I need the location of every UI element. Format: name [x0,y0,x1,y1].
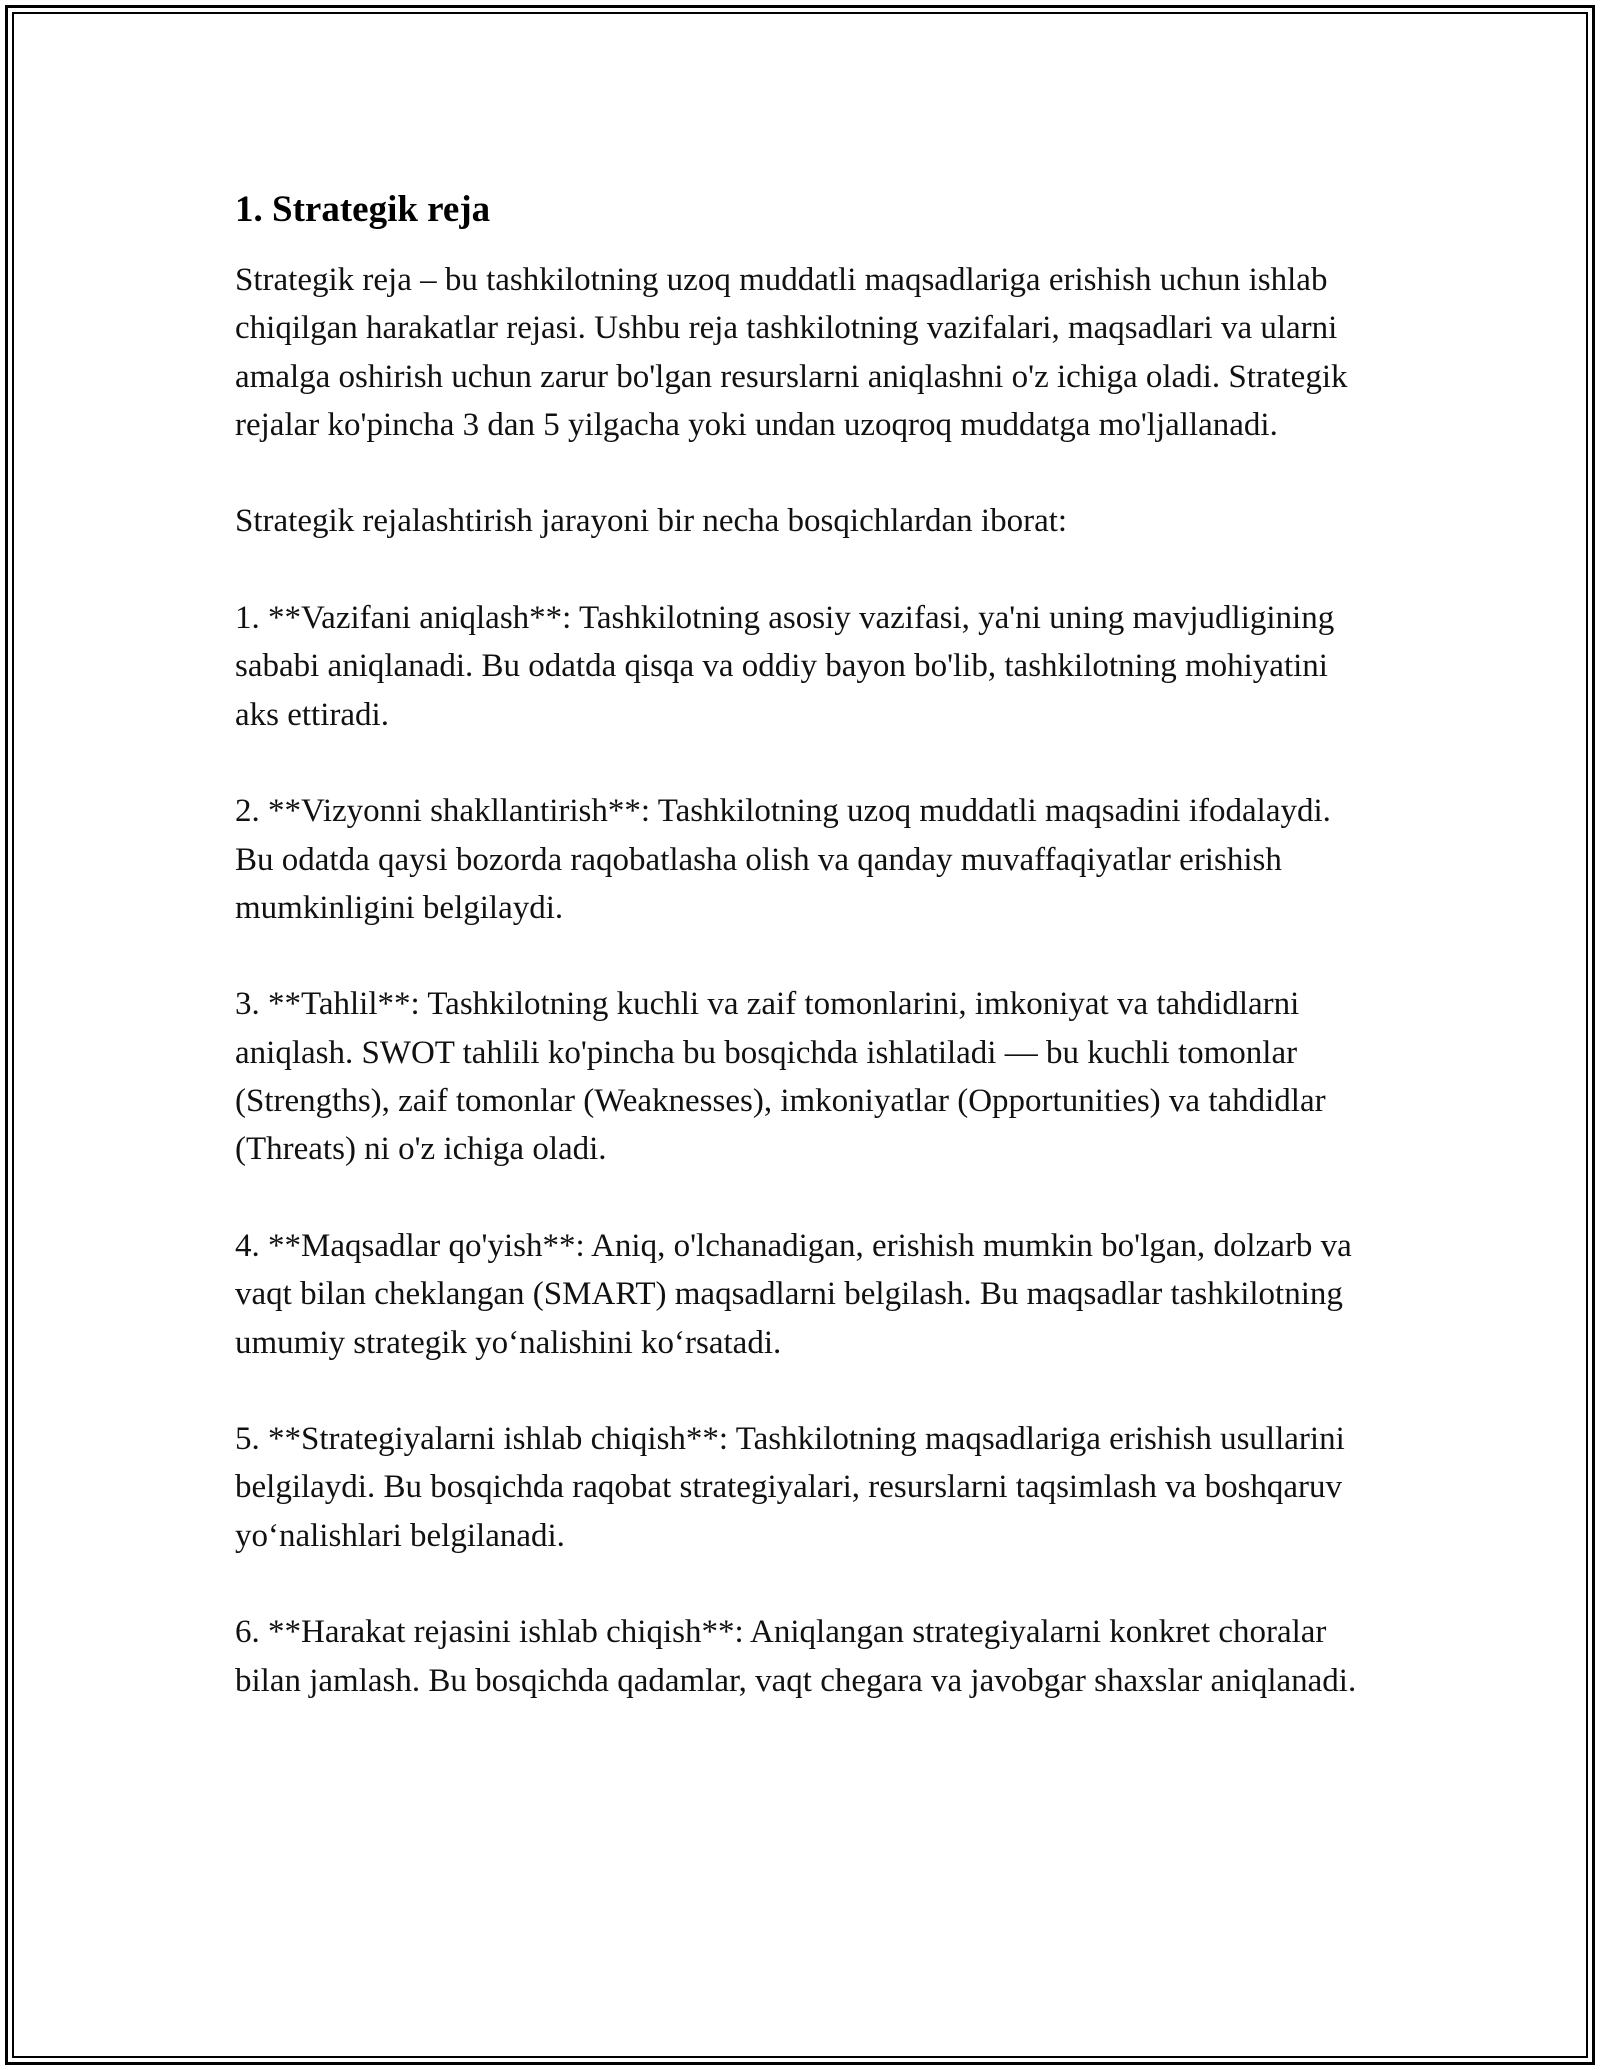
intro-paragraph: Strategik reja – bu tashkilotning uzoq muddatli maqsadlariga erishish uchun ishlab chiqilgan harakatlar rejasi. Ushbu reja tashkilotning vazifalari, maqsadlari va ularni amalga oshirish uchun zarur bo'lgan resurslarni aniqlashni o'z ichiga oladi. Strategik rejalar ko'pincha 3 dan 5 yilgacha yoki undan uzoqroq muddatga mo'ljallanadi. [235,262,1348,443]
document-title: 1. Strategik reja [235,189,491,230]
step-4-paragraph: 4. **Maqsadlar qo'yish**: Aniq, o'lchanadigan, erishish mumkin bo'lgan, dolzarb va vaqt bilan cheklangan (SMART) maqsadlarni belgilash. Bu maqsadlar tashkilotning umumiy strategik yoʻnalishini koʻrsatadi. [235,1227,1352,1361]
step-5-paragraph: 5. **Strategiyalarni ishlab chiqish**: Tashkilotning maqsadlariga erishish usullarini belgilaydi. Bu bosqichda raqobat strategiyalari, resurslarni taqsimlash va boshqaruv yoʻnalishlari belgilanadi. [235,1421,1345,1554]
process-intro-paragraph: Strategik rejalashtirish jarayoni bir necha bosqichlardan iborat: [235,503,1068,540]
step-6-paragraph: 6. **Harakat rejasini ishlab chiqish**: Aniqlangan strategiyalarni konkret choralar bilan jamlash. Bu bosqichda qadamlar, vaqt chegara va javobgar shaxslar aniqlanadi. [235,1614,1357,1699]
step-2-paragraph: 2. **Vizyonni shakllantirish**: Tashkilotning uzoq muddatli maqsadini ifodalaydi. Bu odatda qaysi bozorda raqobatlasha olish va qanday muvaffaqiyatlar erishish mumkinligini belgilaydi. [235,793,1331,926]
step-1-paragraph: 1. **Vazifani aniqlash**: Tashkilotning asosiy vazifasi, ya'ni uning mavjudligining sababi aniqlanadi. Bu odatda qisqa va oddiy bayon bo'lib, tashkilotning mohiyatini aks ettiradi. [235,600,1335,733]
step-3-paragraph: 3. **Tahlil**: Tashkilotning kuchli va zaif tomonlarini, imkoniyat va tahdidlarni aniqlash. SWOT tahlili ko'pincha bu bosqichda ishlatiladi — bu kuchli tomonlar (Strengths), zaif tomonlar (Weaknesses), imkoniyatlar (Opportunities) va tahdidlar (Threats) ni o'z ichiga oladi. [235,986,1326,1168]
document-body [235,186,1375,1753]
